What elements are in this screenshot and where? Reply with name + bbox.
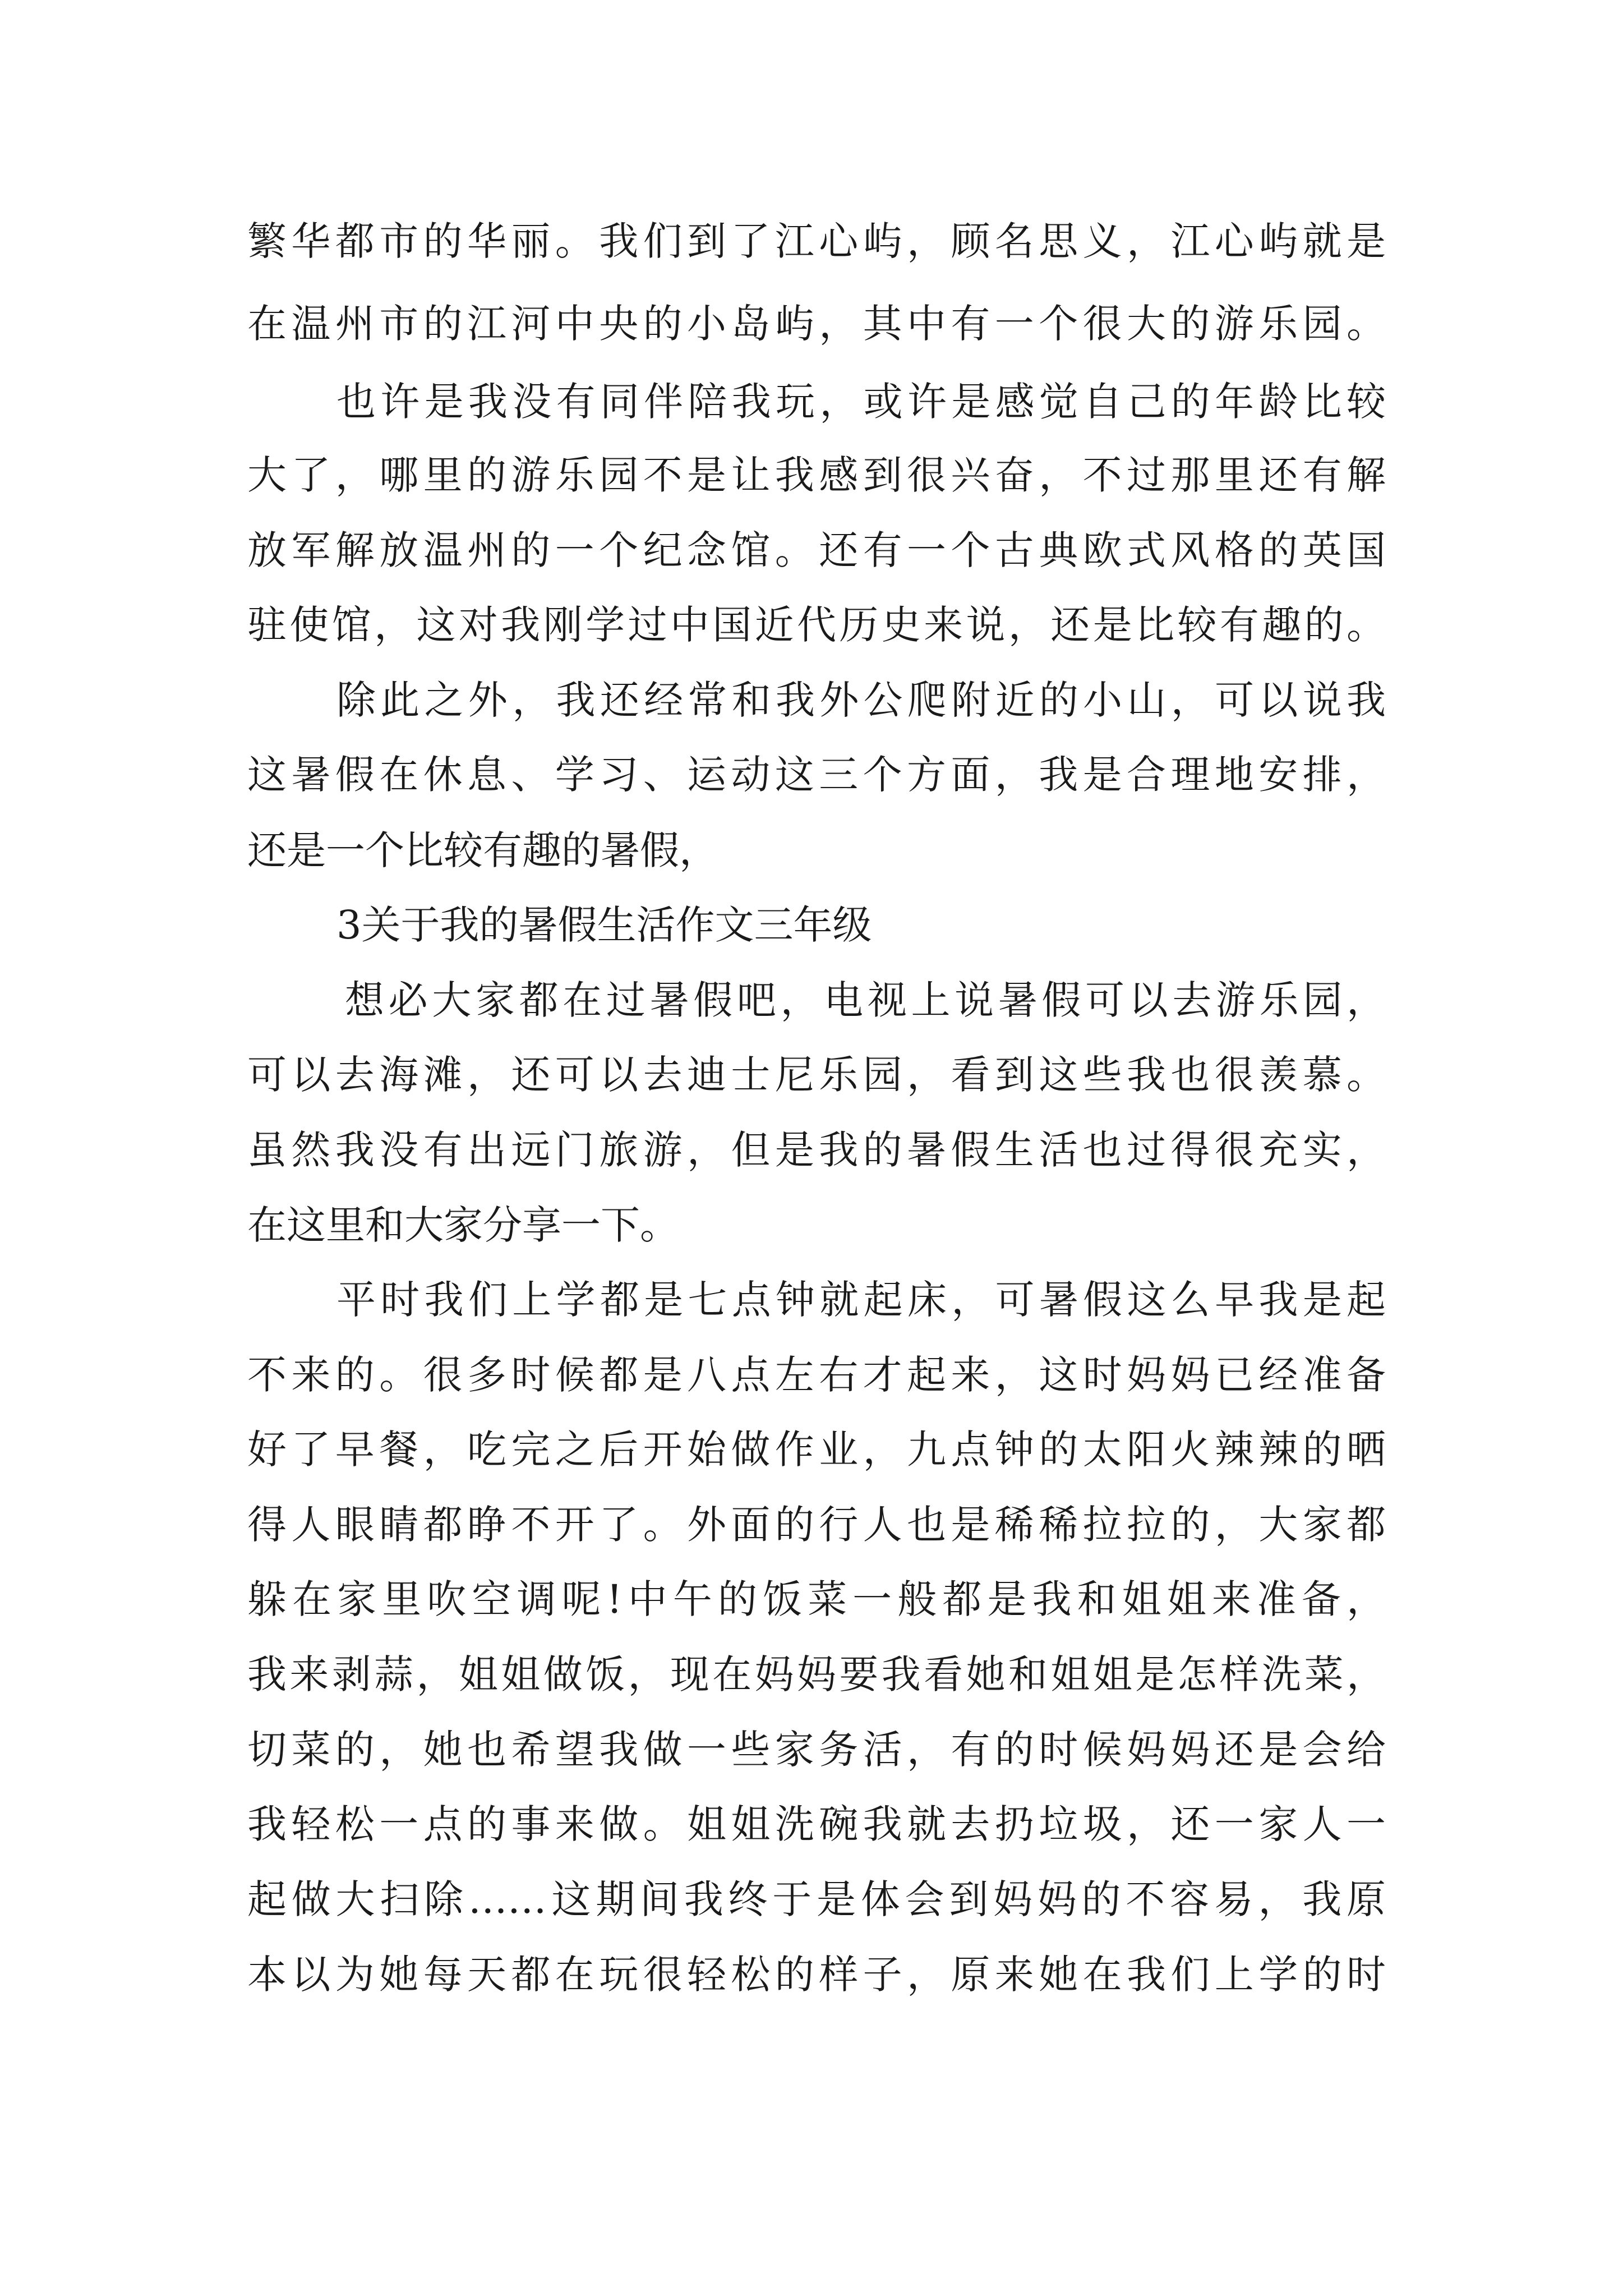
text-line: 起做大扫除……这期间我终于是体会到妈妈的不容易，我原	[247, 1876, 1386, 1922]
paragraph-last-line: 在这里和大家分享一下。	[247, 1202, 679, 1248]
text-line: 大了，哪里的游乐园不是让我感到很兴奋，不过那里还有解	[247, 452, 1386, 498]
paragraph-first-line: 也许是我没有同伴陪我玩，或许是感觉自己的年龄比较	[336, 379, 1386, 425]
text-line: 切菜的，她也希望我做一些家务活，有的时候妈妈还是会给	[247, 1727, 1386, 1773]
text-line: 虽然我没有出远门旅游，但是我的暑假生活也过得很充实，	[247, 1127, 1386, 1173]
paragraph-first-line: 想必大家都在过暑假吧，电视上说暑假可以去游乐园，	[345, 977, 1386, 1023]
text-line: 好了早餐，吃完之后开始做作业，九点钟的太阳火辣辣的晒	[247, 1427, 1386, 1473]
text-line: 驻使馆，这对我刚学过中国近代历史来说，还是比较有趣的。	[247, 602, 1386, 648]
text-line: 我轻松一点的事来做。姐姐洗碗我就去扔垃圾，还一家人一	[247, 1801, 1386, 1847]
section-heading: 3关于我的暑假生活作文三年级	[336, 902, 872, 948]
paragraph-first-line: 平时我们上学都是七点钟就起床，可暑假这么早我是起	[336, 1277, 1386, 1323]
text-line: 不来的。很多时候都是八点左右才起来，这时妈妈已经准备	[247, 1352, 1386, 1398]
text-line: 得人眼睛都睁不开了。外面的行人也是稀稀拉拉的，大家都	[247, 1502, 1386, 1548]
text-line: 我来剥蒜，姐姐做饭，现在妈妈要我看她和姐姐是怎样洗菜，	[247, 1651, 1386, 1697]
text-line: 繁华都市的华丽。我们到了江心屿，顾名思义，江心屿就是	[247, 218, 1386, 264]
text-line: 在温州市的江河中央的小岛屿，其中有一个很大的游乐园。	[247, 301, 1386, 347]
text-line: 本以为她每天都在玩很轻松的样子，原来她在我们上学的时	[247, 1952, 1386, 1998]
paragraph-last-line: 还是一个比较有趣的暑假，	[247, 827, 718, 873]
text-line: 这暑假在休息、学习、运动这三个方面，我是合理地安排，	[247, 752, 1386, 798]
paragraph-first-line: 除此之外，我还经常和我外公爬附近的小山，可以说我	[336, 677, 1386, 723]
text-line: 躲在家里吹空调呢!中午的饭菜一般都是我和姐姐来准备，	[247, 1576, 1386, 1622]
text-line: 放军解放温州的一个纪念馆。还有一个古典欧式风格的英国	[247, 527, 1386, 573]
text-line: 可以去海滩，还可以去迪士尼乐园，看到这些我也很羡慕。	[247, 1052, 1386, 1098]
